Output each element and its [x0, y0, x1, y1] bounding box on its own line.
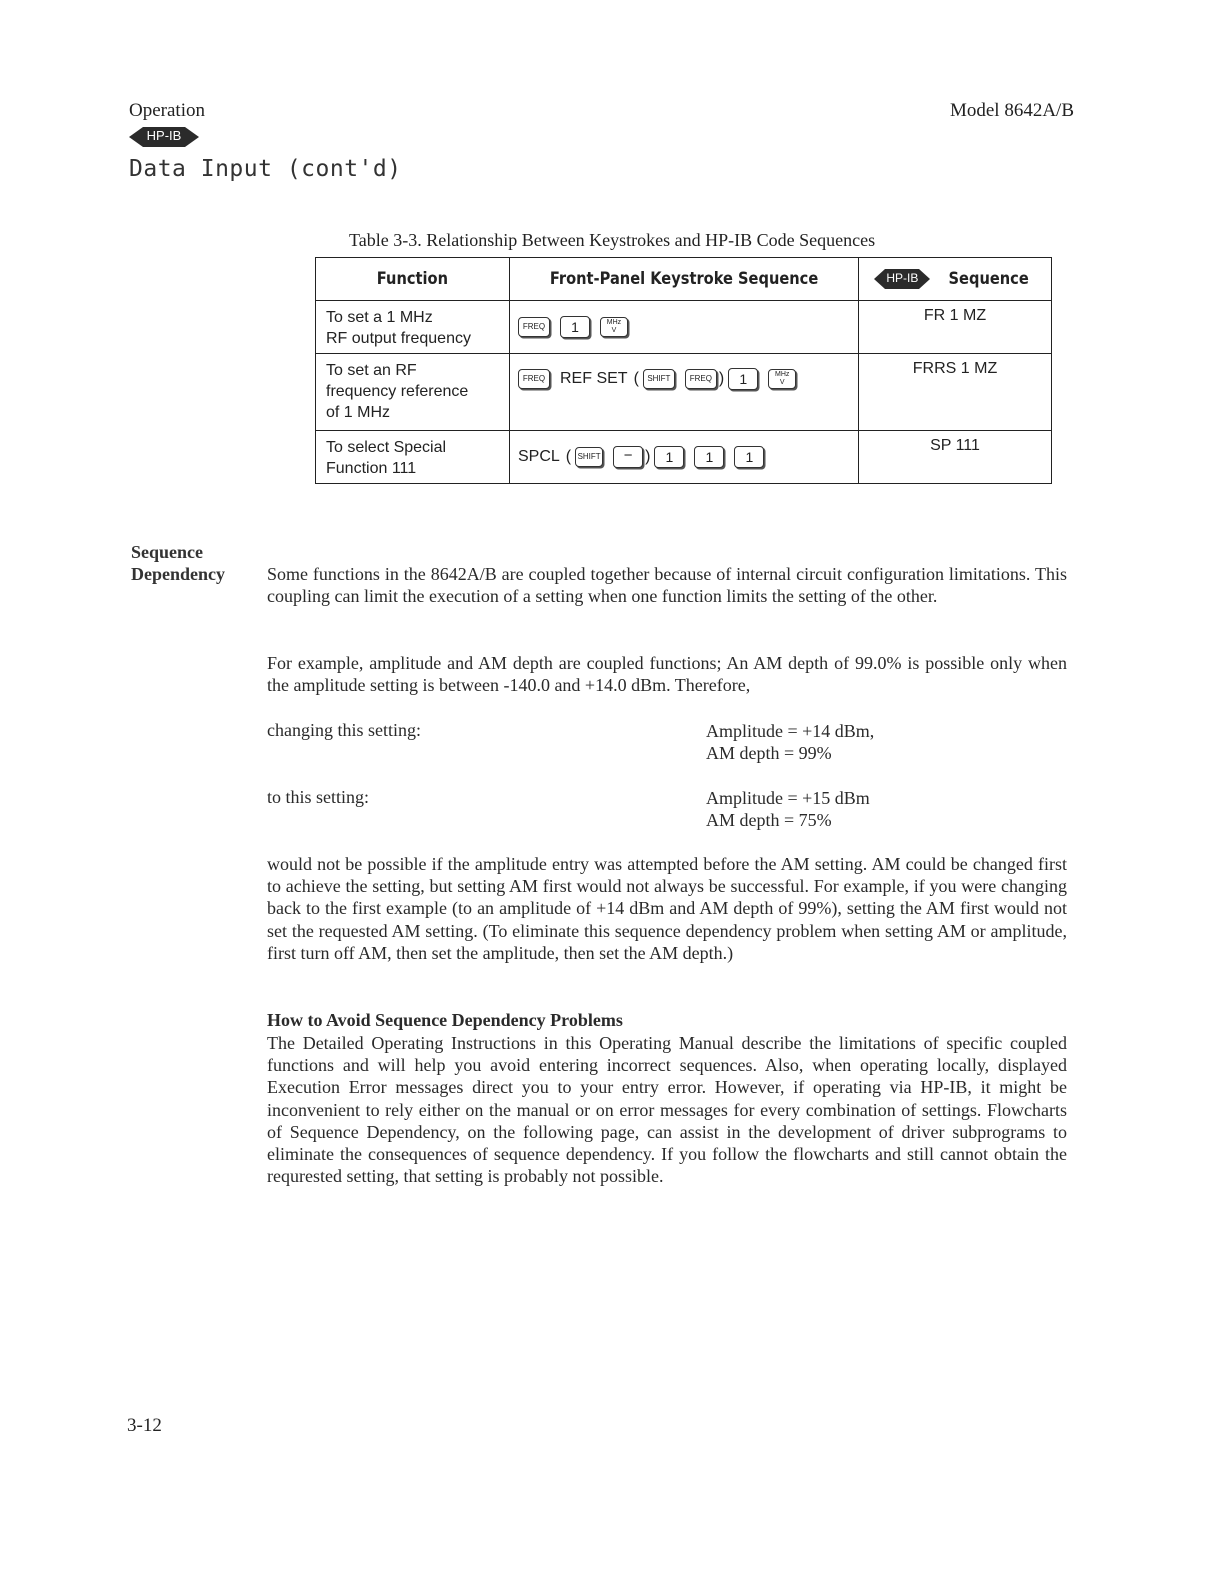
from-setting-values: Amplitude = +14 dBm, AM depth = 99% [706, 721, 875, 764]
sequence-cell: FRRS 1 MZ [859, 354, 1052, 431]
side-heading: Sequence Dependency [131, 542, 225, 584]
subheading: How to Avoid Sequence Dependency Problems [267, 1010, 623, 1030]
sequence-cell: SP 111 [859, 431, 1052, 484]
paragraph-example: For example, amplitude and AM depth are coupled functions; An AM depth of 99.0% is possible only when the amplitude setting is between -140.0 and +14.0 dBm. Therefore, [267, 653, 1067, 696]
to-setting-label: to this setting: [267, 787, 370, 807]
shift-key[interactable]: SHIFT [575, 447, 603, 467]
page-number: 3-12 [127, 1415, 162, 1436]
digit-1-key[interactable]: 1 [728, 368, 758, 390]
to-setting-values: Amplitude = +15 dBm AM depth = 75% [706, 788, 870, 831]
function-cell: To set an RF frequency reference of 1 MHz [316, 354, 510, 431]
from-setting-label: changing this setting: [267, 720, 421, 740]
keystroke-cell [510, 301, 859, 354]
table-row [316, 431, 1052, 484]
digit-1-key[interactable]: 1 [560, 316, 590, 338]
model-label: Model 8642A/B [949, 100, 1074, 121]
function-cell: To select Special Function 111 [316, 431, 510, 484]
shift-key[interactable]: SHIFT [643, 369, 675, 389]
keystroke-cell: SPCL ( SHIFT − ) 1 1 1 [510, 431, 859, 484]
digit-1-key[interactable]: 1 [654, 446, 684, 468]
digit-1-key[interactable]: 1 [734, 446, 764, 468]
freq-key[interactable]: FREQ [685, 369, 717, 389]
paragraph-coupling: Some functions in the 8642A/B are coupled together because of internal circuit configuration limitations. This coupling can limit the execution of a setting when one function limits the setting of the other. [267, 564, 1067, 607]
page-title: Data Input (cont'd) [129, 156, 402, 182]
ref-set-label: REF SET [560, 370, 628, 387]
table-row [316, 301, 1052, 354]
mhz-key[interactable]: MHz V [768, 369, 796, 389]
table-row [316, 354, 1052, 431]
freq-key[interactable]: FREQ [518, 317, 550, 337]
mhz-key[interactable]: MHz V [600, 317, 628, 337]
paragraph-not-possible: would not be possible if the amplitude entry was attempted before the AM setting. AM could be changed first to achieve the setting, but setting AM first would not always be successful. For example, if you were changing back to the first example (to an amplitude of +14 dBm and AM depth of 99%), setting the AM first would not set the requested AM setting. (To eliminate this sequence dependency problem when setting AM or amplitude, first turn off AM, then set the amplitude, then set the AM depth.) [267, 854, 1067, 963]
hpib-badge [129, 125, 199, 154]
hpib-badge-small: HP-IB [874, 268, 930, 290]
keystroke-table [315, 257, 1052, 484]
sequence-cell: FR 1 MZ [859, 301, 1052, 354]
col-header-function: Function [316, 258, 510, 301]
function-cell: To set a 1 MHz RF output frequency [316, 301, 510, 354]
paragraph-avoid: The Detailed Operating Instructions in this Operating Manual describe the limitations of specific coupled functions and will help you avoid entering incorrect sequences. Also, when operating locally, displayed Execution Error messages direct you to your entry error. However, if operating via HP-IB, it might be inconvenient to rely either on the manual or on error messages for every combination of settings. Flowcharts of Sequence Dependency, on the following page, can assist in the development of driver subprograms to eliminate the consequences of sequence dependency. If you follow the flowcharts and still cannot obtain the requrested setting, that setting is probably not possible. [267, 1033, 1067, 1187]
table-caption: Table 3-3. Relationship Between Keystrokes and HP-IB Code Sequences [349, 230, 876, 250]
hpib-badge-text: HP-IB [146, 128, 182, 143]
keystroke-cell: FREQ REF SET ( SHIFT FREQ ) 1 MHz V [510, 354, 859, 431]
spcl-label: SPCL [518, 448, 560, 465]
digit-1-key[interactable]: 1 [694, 446, 724, 468]
freq-key[interactable]: FREQ [518, 369, 550, 389]
minus-key[interactable]: − [613, 446, 643, 468]
col-header-sequence: HP-IB Sequence [859, 258, 1052, 301]
col-header-keystrokes: Front-Panel Keystroke Sequence [510, 258, 859, 301]
section-label: Operation [129, 100, 205, 121]
